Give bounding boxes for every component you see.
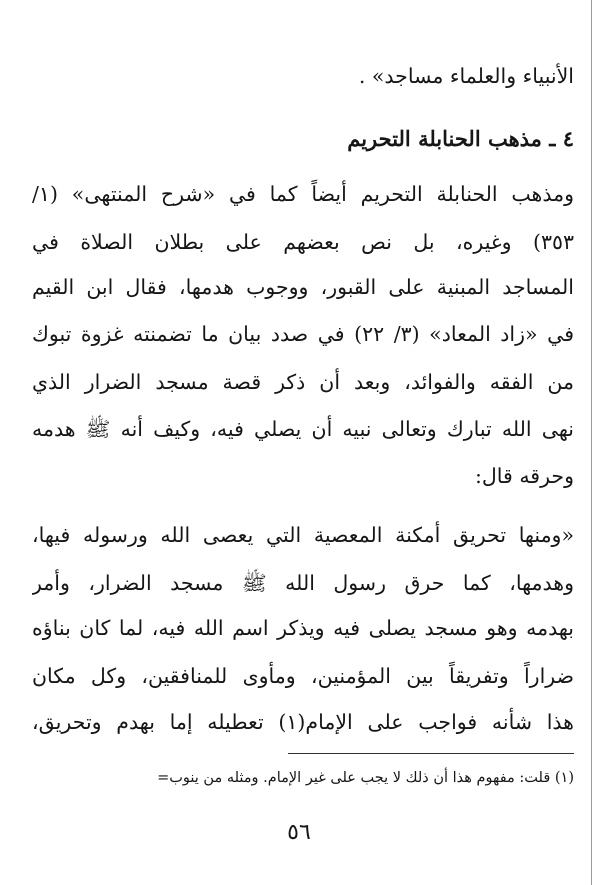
section-heading: ٤ ـ مذهب الحنابلة التحريم bbox=[347, 126, 574, 151]
text-line-7: من الفقه والفوائد، وبعد أن ذكر قصة مسجد الضرار الذي bbox=[32, 370, 574, 394]
quote-line-2: وهدمها، كما حرق رسول الله ﷺ مسجد الضرار، وأمر bbox=[32, 571, 574, 595]
text-line-8: نهى الله تبارك وتعالى نبيه أن يصلي فيه، وكيف أنه ﷺ هدمه bbox=[32, 417, 574, 441]
text-line-1: الأنبياء والعلماء مساجد» . bbox=[358, 64, 574, 88]
quote-line-1: «ومنها تحريق أمكنة المعصية التي يعصى الله ورسوله فيها، bbox=[32, 523, 574, 547]
footnote: (١) قلت: مفهوم هذا أن ذلك لا يجب على غير الإمام. ومثله من ينوب= bbox=[157, 770, 574, 786]
text-line-9: وحرقه قال: bbox=[474, 464, 574, 488]
text-line-6: في «زاد المعاد» (٣/ ٢٢) في صدد بيان ما تضمنته غزوة تبوك bbox=[32, 322, 574, 346]
footnote-separator bbox=[288, 753, 574, 754]
page-number: ٥٦ bbox=[287, 820, 311, 845]
text-line-3: ومذهب الحنابلة التحريم أيضاً كما في «شرح المنتهى» (١/ bbox=[32, 182, 574, 206]
page-edge-line bbox=[591, 0, 592, 885]
quote-line-5: هذا شأنه فواجب على الإمام(١) تعطيله إما بهدم وتحريق، bbox=[32, 710, 574, 734]
quote-line-4: ضراراً وتفريقاً بين المؤمنين، ومأوى للمنافقين، وكل مكان bbox=[32, 664, 574, 688]
text-line-5: المساجد المبنية على القبور، ووجوب هدمها، فقال ابن القيم bbox=[32, 275, 574, 299]
text-line-4: ٣٥٣) وغيره، بل نص بعضهم على بطلان الصلاة في bbox=[32, 230, 574, 254]
quote-line-3: بهدمه وهو مسجد يصلى فيه ويذكر اسم الله فيه، لما كان بناؤه bbox=[32, 616, 574, 640]
